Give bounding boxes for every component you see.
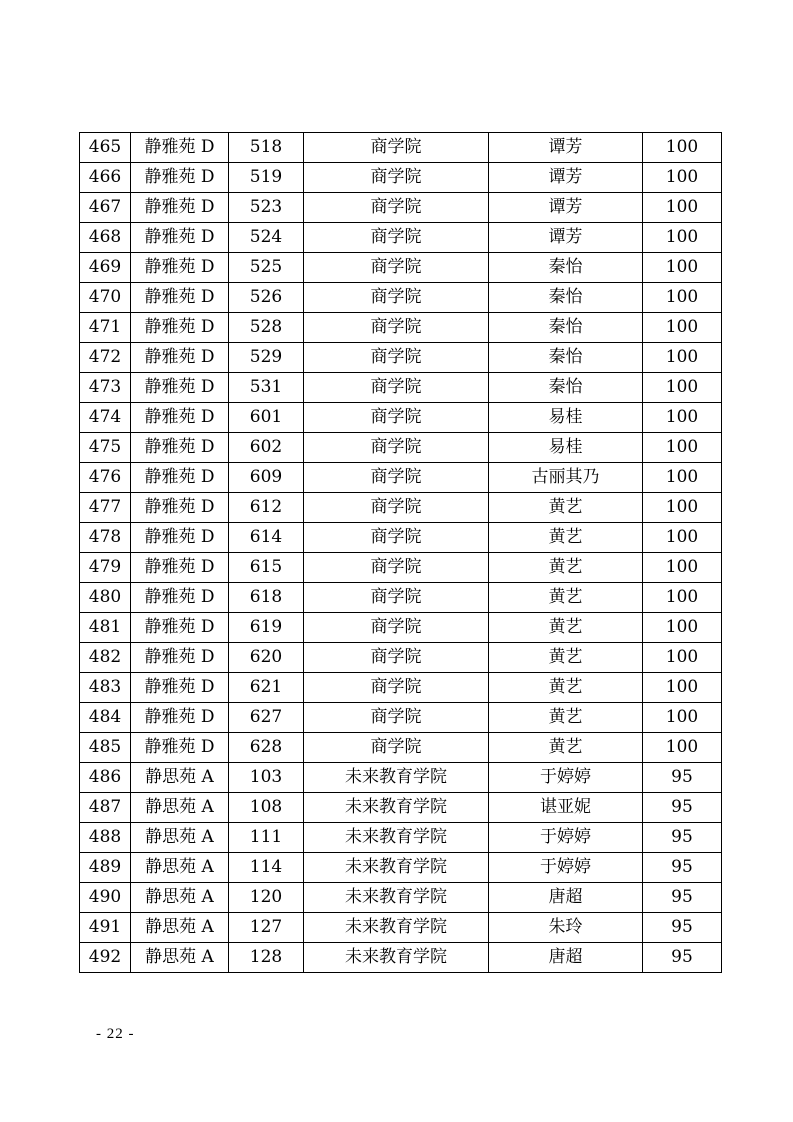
- dormitory-score-table: [79, 132, 722, 973]
- cell-college: 商学院: [304, 283, 489, 313]
- table-row: [80, 883, 722, 913]
- cell-room: 128: [229, 943, 304, 973]
- cell-index: 487: [80, 793, 131, 823]
- cell-score: 100: [643, 673, 722, 703]
- cell-instructor: 黄艺: [489, 583, 643, 613]
- table-row: [80, 313, 722, 343]
- cell-room: 114: [229, 853, 304, 883]
- cell-score: 100: [643, 253, 722, 283]
- cell-score: 100: [643, 283, 722, 313]
- cell-index: 465: [80, 133, 131, 163]
- cell-index: 475: [80, 433, 131, 463]
- cell-room: 523: [229, 193, 304, 223]
- table-row: [80, 403, 722, 433]
- cell-room: 628: [229, 733, 304, 763]
- cell-instructor: 黄艺: [489, 733, 643, 763]
- cell-room: 525: [229, 253, 304, 283]
- cell-college: 商学院: [304, 253, 489, 283]
- table-row: [80, 703, 722, 733]
- cell-index: 490: [80, 883, 131, 913]
- table-row: [80, 463, 722, 493]
- cell-room: 120: [229, 883, 304, 913]
- cell-instructor: 黄艺: [489, 673, 643, 703]
- table-row: [80, 673, 722, 703]
- cell-index: 472: [80, 343, 131, 373]
- cell-building: 静思苑 A: [131, 763, 229, 793]
- cell-score: 100: [643, 223, 722, 253]
- cell-instructor: 谭芳: [489, 163, 643, 193]
- cell-college: 商学院: [304, 403, 489, 433]
- cell-index: 486: [80, 763, 131, 793]
- cell-college: 商学院: [304, 313, 489, 343]
- cell-building: 静思苑 A: [131, 793, 229, 823]
- cell-instructor: 古丽其乃: [489, 463, 643, 493]
- cell-room: 518: [229, 133, 304, 163]
- cell-score: 100: [643, 583, 722, 613]
- cell-index: 470: [80, 283, 131, 313]
- cell-building: 静思苑 A: [131, 913, 229, 943]
- table-row: [80, 133, 722, 163]
- cell-college: 商学院: [304, 433, 489, 463]
- cell-room: 127: [229, 913, 304, 943]
- cell-score: 95: [643, 883, 722, 913]
- cell-index: 480: [80, 583, 131, 613]
- table-row: [80, 853, 722, 883]
- cell-instructor: 秦怡: [489, 373, 643, 403]
- cell-instructor: 黄艺: [489, 553, 643, 583]
- cell-score: 100: [643, 703, 722, 733]
- cell-building: 静雅苑 D: [131, 613, 229, 643]
- table-row: [80, 523, 722, 553]
- cell-college: 商学院: [304, 133, 489, 163]
- table-row: [80, 283, 722, 313]
- cell-index: 492: [80, 943, 131, 973]
- page-number: - 22 -: [96, 1026, 135, 1042]
- table-body: [80, 133, 722, 973]
- cell-building: 静雅苑 D: [131, 673, 229, 703]
- cell-score: 95: [643, 913, 722, 943]
- cell-college: 商学院: [304, 373, 489, 403]
- cell-college: 商学院: [304, 523, 489, 553]
- cell-building: 静雅苑 D: [131, 283, 229, 313]
- cell-index: 473: [80, 373, 131, 403]
- cell-room: 615: [229, 553, 304, 583]
- cell-score: 95: [643, 793, 722, 823]
- table-row: [80, 613, 722, 643]
- cell-score: 100: [643, 613, 722, 643]
- cell-college: 未来教育学院: [304, 793, 489, 823]
- cell-building: 静思苑 A: [131, 823, 229, 853]
- cell-college: 商学院: [304, 493, 489, 523]
- cell-instructor: 易桂: [489, 403, 643, 433]
- cell-college: 商学院: [304, 613, 489, 643]
- cell-building: 静思苑 A: [131, 853, 229, 883]
- cell-college: 商学院: [304, 343, 489, 373]
- cell-college: 未来教育学院: [304, 763, 489, 793]
- cell-room: 612: [229, 493, 304, 523]
- cell-building: 静雅苑 D: [131, 433, 229, 463]
- cell-building: 静思苑 A: [131, 943, 229, 973]
- cell-score: 100: [643, 373, 722, 403]
- cell-college: 未来教育学院: [304, 943, 489, 973]
- cell-room: 526: [229, 283, 304, 313]
- cell-room: 103: [229, 763, 304, 793]
- cell-index: 491: [80, 913, 131, 943]
- cell-building: 静雅苑 D: [131, 133, 229, 163]
- cell-college: 未来教育学院: [304, 883, 489, 913]
- cell-room: 614: [229, 523, 304, 553]
- cell-instructor: 唐超: [489, 943, 643, 973]
- cell-college: 商学院: [304, 163, 489, 193]
- cell-instructor: 黄艺: [489, 703, 643, 733]
- table-row: [80, 493, 722, 523]
- cell-room: 531: [229, 373, 304, 403]
- cell-score: 100: [643, 403, 722, 433]
- cell-building: 静雅苑 D: [131, 553, 229, 583]
- cell-building: 静雅苑 D: [131, 403, 229, 433]
- cell-building: 静雅苑 D: [131, 463, 229, 493]
- cell-building: 静思苑 A: [131, 883, 229, 913]
- cell-instructor: 于婷婷: [489, 763, 643, 793]
- cell-room: 602: [229, 433, 304, 463]
- cell-instructor: 黄艺: [489, 493, 643, 523]
- cell-building: 静雅苑 D: [131, 253, 229, 283]
- cell-instructor: 秦怡: [489, 253, 643, 283]
- cell-score: 95: [643, 823, 722, 853]
- cell-instructor: 黄艺: [489, 613, 643, 643]
- cell-score: 100: [643, 133, 722, 163]
- cell-instructor: 秦怡: [489, 283, 643, 313]
- cell-building: 静雅苑 D: [131, 343, 229, 373]
- cell-index: 483: [80, 673, 131, 703]
- cell-index: 466: [80, 163, 131, 193]
- table-row: [80, 373, 722, 403]
- cell-college: 商学院: [304, 583, 489, 613]
- cell-room: 528: [229, 313, 304, 343]
- cell-building: 静雅苑 D: [131, 223, 229, 253]
- table-row: [80, 253, 722, 283]
- cell-building: 静雅苑 D: [131, 373, 229, 403]
- cell-index: 479: [80, 553, 131, 583]
- table-row: [80, 163, 722, 193]
- cell-instructor: 谭芳: [489, 223, 643, 253]
- table-row: [80, 223, 722, 253]
- cell-index: 488: [80, 823, 131, 853]
- cell-index: 485: [80, 733, 131, 763]
- cell-score: 95: [643, 853, 722, 883]
- table-row: [80, 793, 722, 823]
- cell-room: 621: [229, 673, 304, 703]
- cell-building: 静雅苑 D: [131, 703, 229, 733]
- table-row: [80, 583, 722, 613]
- cell-index: 476: [80, 463, 131, 493]
- cell-college: 商学院: [304, 703, 489, 733]
- cell-room: 627: [229, 703, 304, 733]
- cell-building: 静雅苑 D: [131, 643, 229, 673]
- cell-room: 620: [229, 643, 304, 673]
- cell-instructor: 朱玲: [489, 913, 643, 943]
- cell-score: 100: [643, 433, 722, 463]
- cell-index: 481: [80, 613, 131, 643]
- cell-college: 商学院: [304, 463, 489, 493]
- table-row: [80, 733, 722, 763]
- table-row: [80, 763, 722, 793]
- cell-college: 未来教育学院: [304, 853, 489, 883]
- cell-building: 静雅苑 D: [131, 193, 229, 223]
- cell-building: 静雅苑 D: [131, 493, 229, 523]
- cell-room: 108: [229, 793, 304, 823]
- table-row: [80, 193, 722, 223]
- cell-building: 静雅苑 D: [131, 163, 229, 193]
- cell-college: 商学院: [304, 673, 489, 703]
- cell-college: 商学院: [304, 553, 489, 583]
- cell-score: 100: [643, 733, 722, 763]
- cell-instructor: 黄艺: [489, 643, 643, 673]
- cell-score: 100: [643, 643, 722, 673]
- cell-instructor: 于婷婷: [489, 853, 643, 883]
- cell-index: 468: [80, 223, 131, 253]
- cell-college: 商学院: [304, 193, 489, 223]
- cell-index: 469: [80, 253, 131, 283]
- table-row: [80, 913, 722, 943]
- cell-score: 100: [643, 523, 722, 553]
- cell-index: 467: [80, 193, 131, 223]
- cell-instructor: 谭芳: [489, 193, 643, 223]
- cell-score: 100: [643, 313, 722, 343]
- cell-college: 未来教育学院: [304, 913, 489, 943]
- cell-instructor: 谭芳: [489, 133, 643, 163]
- cell-building: 静雅苑 D: [131, 583, 229, 613]
- cell-room: 618: [229, 583, 304, 613]
- cell-instructor: 黄艺: [489, 523, 643, 553]
- cell-index: 482: [80, 643, 131, 673]
- cell-score: 100: [643, 493, 722, 523]
- cell-building: 静雅苑 D: [131, 733, 229, 763]
- cell-score: 100: [643, 463, 722, 493]
- cell-instructor: 唐超: [489, 883, 643, 913]
- cell-building: 静雅苑 D: [131, 523, 229, 553]
- cell-college: 商学院: [304, 733, 489, 763]
- cell-score: 100: [643, 193, 722, 223]
- cell-room: 529: [229, 343, 304, 373]
- cell-index: 471: [80, 313, 131, 343]
- table-row: [80, 433, 722, 463]
- cell-college: 未来教育学院: [304, 823, 489, 853]
- cell-college: 商学院: [304, 223, 489, 253]
- cell-score: 100: [643, 343, 722, 373]
- table-row: [80, 643, 722, 673]
- cell-college: 商学院: [304, 643, 489, 673]
- cell-index: 484: [80, 703, 131, 733]
- cell-room: 524: [229, 223, 304, 253]
- cell-room: 619: [229, 613, 304, 643]
- cell-score: 95: [643, 943, 722, 973]
- cell-score: 100: [643, 163, 722, 193]
- table-row: [80, 343, 722, 373]
- cell-score: 95: [643, 763, 722, 793]
- cell-instructor: 秦怡: [489, 343, 643, 373]
- cell-room: 111: [229, 823, 304, 853]
- table-row: [80, 823, 722, 853]
- cell-index: 474: [80, 403, 131, 433]
- cell-room: 519: [229, 163, 304, 193]
- table-row: [80, 553, 722, 583]
- cell-building: 静雅苑 D: [131, 313, 229, 343]
- cell-instructor: 秦怡: [489, 313, 643, 343]
- cell-index: 489: [80, 853, 131, 883]
- table-row: [80, 943, 722, 973]
- cell-instructor: 谌亚妮: [489, 793, 643, 823]
- cell-instructor: 于婷婷: [489, 823, 643, 853]
- cell-score: 100: [643, 553, 722, 583]
- cell-room: 609: [229, 463, 304, 493]
- cell-room: 601: [229, 403, 304, 433]
- cell-index: 478: [80, 523, 131, 553]
- cell-instructor: 易桂: [489, 433, 643, 463]
- cell-index: 477: [80, 493, 131, 523]
